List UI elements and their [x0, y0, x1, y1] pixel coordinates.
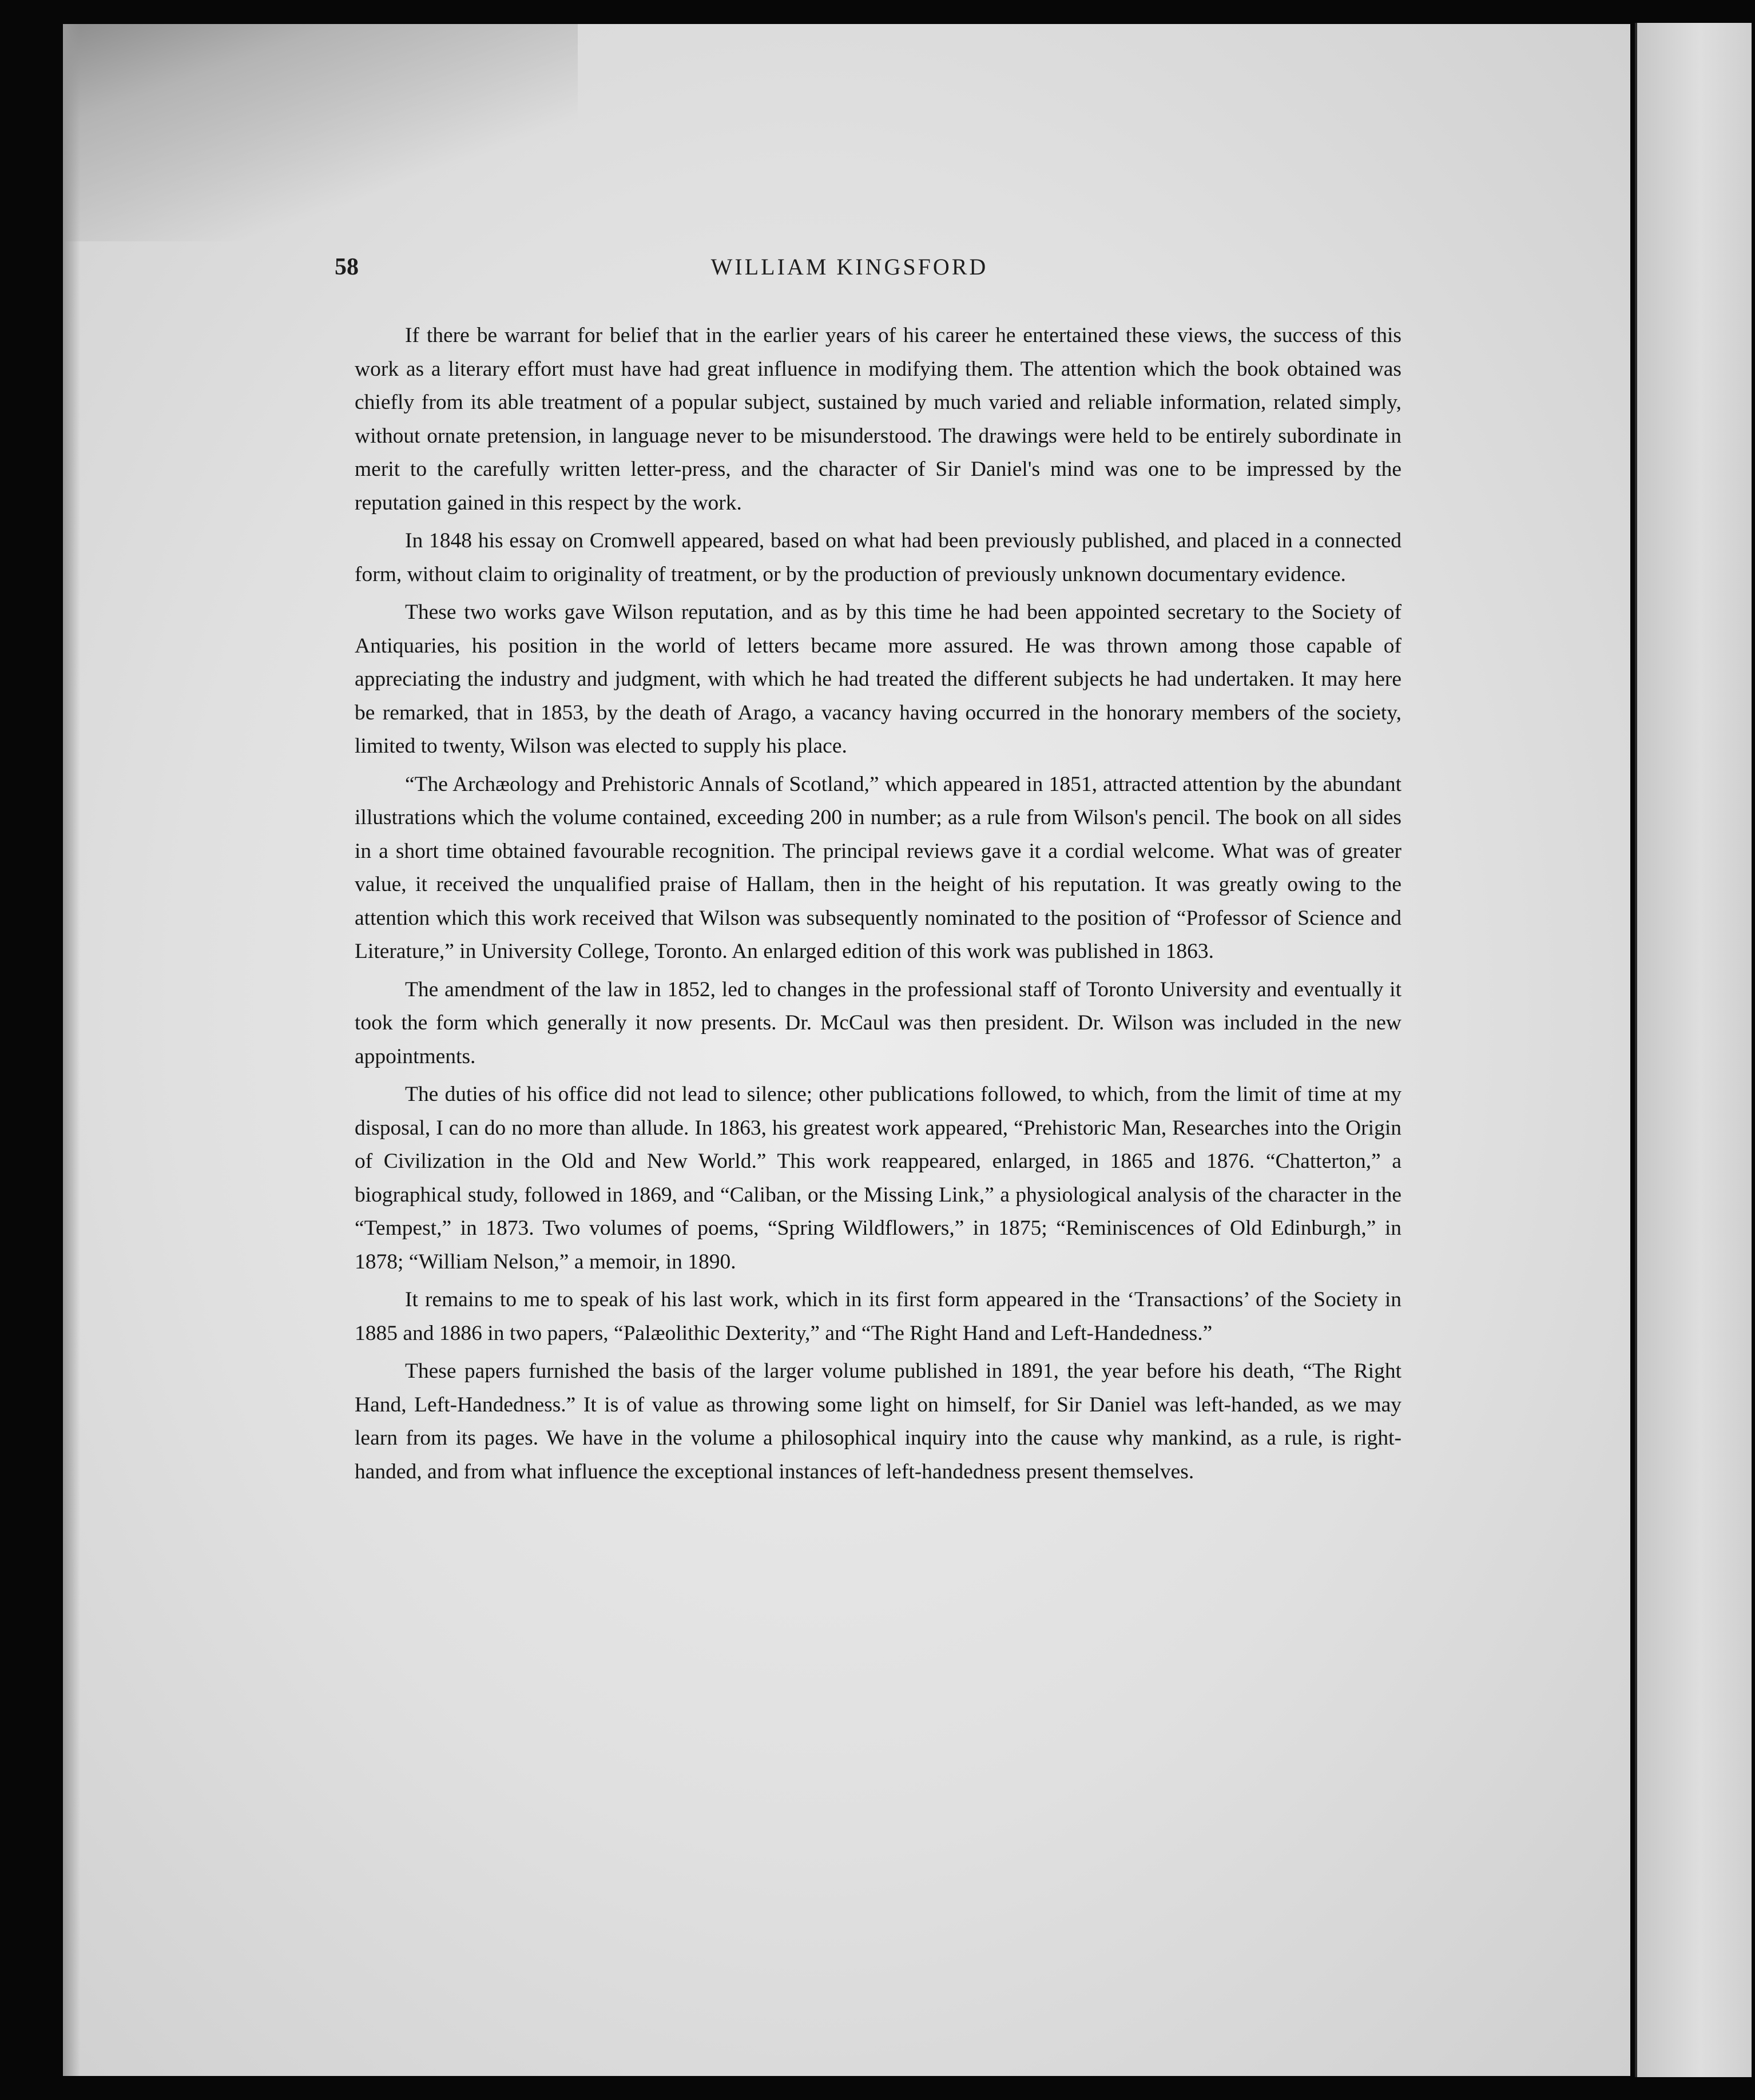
paragraph: In 1848 his essay on Cromwell appeared, based on what had been previously published, and placed in a connected form, without claim to originality of treatment, or by the production of previously unknown documentary evidence.: [355, 529, 1401, 586]
paragraph: These two works gave Wilson reputation, and as by this time he had been appointed secretary to the Society of Antiquaries, his position in the world of letters became more assured. He was thrown among those capable of appreciating the industry and judgment, with which he had treated the different subjects he had undertaken. It may here be remarked, that in 1853, by the death of Arago, a vacancy having occurred in the honorary members of the society, limited to twenty, Wilson was elected to supply his place.: [355, 600, 1401, 758]
paragraph: The duties of his office did not lead to silence; other publications followed, to which, from the limit of time at my disposal, I can do no more than allude. In 1863, his greatest work appeared, “Prehistoric Man, Researches into the Origin of Civilization in the Old and New World.” This work reappeared, enlarged, in 1865 and 1876. “Chatterton,” a biographical study, followed in 1869, and “Caliban, or the Missing Link,” a physiological analysis of the character in the “Tempest,” in 1873. Two volumes of poems, “Spring Wildflowers,” in 1875; “Reminiscences of Old Edinburgh,” in 1878; “William Nelson,” a memoir, in 1890.: [355, 1083, 1401, 1274]
paragraph: It remains to me to speak of his last work, which in its first form appeared in the ‘Transactions’ of the Society in 1885 and 1886 in two papers, “Palæolithic Dexterity,” and “The Right Hand and Left-Handedness.”: [355, 1288, 1401, 1345]
paragraph: These papers furnished the basis of the larger volume published in 1891, the year before his death, “The Right Hand, Left-Handedness.” It is of value as throwing some light on himself, for Sir Daniel was left-handed, as we may learn from its pages. We have in the volume a philosophical inquiry into the cause why mankind, as a rule, is right-handed, and from what influence the exceptional instances of left-handedness present themselves.: [355, 1359, 1401, 1483]
paragraph: If there be warrant for belief that in the earlier years of his career he entertained these views, the success of this work as a literary effort must have had great influence in modifying them. The attention which the book obtained was chiefly from its able treatment of a popular subject, sustained by much varied and reliable information, related simply, without ornate pretension, in language never to be misunderstood. The drawings were held to be entirely subordinate in merit to the carefully written letter-press, and the character of Sir Daniel's mind was one to be impressed by the reputation gained in this respect by the work.: [355, 324, 1401, 515]
page-header: [335, 253, 1364, 288]
facing-page-strip: [1637, 23, 1752, 2077]
page-number: 58: [335, 254, 359, 280]
page-fold-shadow: [63, 24, 578, 241]
running-head: WILLIAM KINGSFORD: [710, 254, 988, 280]
paragraph: The amendment of the law in 1852, led to changes in the professional staff of Toronto University and eventually it took the form which generally it now presents. Dr. McCaul was then president. Dr. Wilson was included in the new appointments.: [355, 977, 1401, 1068]
paragraph: “The Archæology and Prehistoric Annals of Scotland,” which appeared in 1851, attracted attention by the abundant illustrations which the volume contained, exceeding 200 in number; as a rule from Wilson's pencil. The book on all sides in a short time obtained favourable recognition. The principal reviews gave it a cordial welcome. What was of greater value, it received the unqualified praise of Hallam, then in the height of his reputation. It was greatly owing to the attention which this work received that Wilson was subsequently nominated to the position of “Professor of Science and Literature,” in University College, Toronto. An enlarged edition of this work was published in 1863.: [355, 772, 1401, 963]
page-left-edge: [63, 24, 80, 2076]
body-text: [355, 319, 1401, 1493]
